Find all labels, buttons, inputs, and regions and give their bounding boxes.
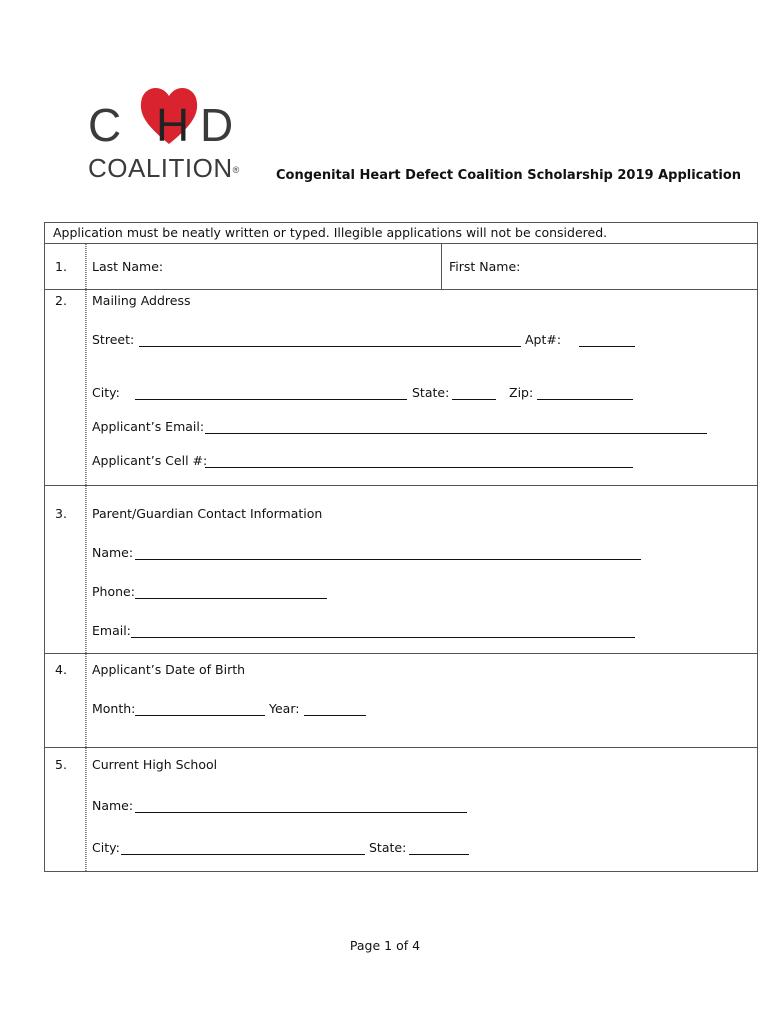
birth-year-label: Year: [269, 701, 300, 716]
page-title: Congenital Heart Defect Coalition Scholarship 2019 Application [276, 168, 742, 183]
logo-word: COALITION [88, 153, 233, 183]
apt-label: Apt#: [525, 332, 562, 347]
chd-coalition-logo [88, 84, 248, 184]
section-2 [45, 289, 757, 486]
section-number: 2. [55, 293, 67, 308]
section-5 [45, 747, 757, 872]
section-4 [45, 653, 757, 748]
section-1 [45, 243, 757, 290]
birth-year-field[interactable] [304, 715, 366, 716]
apt-field[interactable] [579, 346, 635, 347]
name-divider [441, 244, 442, 290]
logo-letter-d: D [200, 99, 234, 151]
section-number: 5. [55, 757, 67, 772]
section-number: 4. [55, 662, 67, 677]
street-label: Street: [92, 332, 135, 347]
first-name-label: First Name: [449, 259, 521, 274]
section-number: 3. [55, 506, 67, 521]
guardian-email-field[interactable] [131, 637, 635, 638]
school-name-field[interactable] [135, 812, 467, 813]
school-city-label: City: [92, 840, 120, 855]
school-state-label: State: [369, 840, 407, 855]
notice-text: Application must be neatly written or typed. Illegible applications will not be considered. [53, 225, 608, 240]
applicant-cell-label: Applicant’s Cell #: [92, 453, 208, 468]
city-label: City: [92, 385, 120, 400]
application-form [44, 222, 758, 872]
applicant-email-field[interactable] [205, 433, 707, 434]
zip-field[interactable] [537, 399, 633, 400]
page-number: Page 1 of 4 [349, 938, 421, 953]
city-field[interactable] [135, 399, 407, 400]
mailing-address-title: Mailing Address [92, 293, 191, 308]
zip-label: Zip: [509, 385, 534, 400]
section-number: 1. [55, 259, 67, 274]
guardian-phone-label: Phone: [92, 584, 135, 599]
guardian-contact-title: Parent/Guardian Contact Information [92, 506, 323, 521]
guardian-name-field[interactable] [135, 559, 641, 560]
school-city-field[interactable] [121, 854, 365, 855]
street-field[interactable] [139, 346, 521, 347]
applicant-cell-field[interactable] [205, 467, 633, 468]
guardian-phone-field[interactable] [135, 598, 327, 599]
logo-letter-h: H [156, 99, 190, 151]
registered-mark: ® [232, 165, 240, 175]
last-name-label: Last Name: [92, 259, 164, 274]
school-name-label: Name: [92, 798, 134, 813]
logo-letter-c: C [88, 99, 122, 151]
guardian-name-label: Name: [92, 545, 134, 560]
guardian-email-label: Email: [92, 623, 131, 638]
date-of-birth-title: Applicant’s Date of Birth [92, 662, 246, 677]
birth-month-field[interactable] [135, 715, 265, 716]
birth-month-label: Month: [92, 701, 136, 716]
section-3 [45, 485, 757, 654]
state-field[interactable] [452, 399, 496, 400]
applicant-email-label: Applicant’s Email: [92, 419, 205, 434]
state-label: State: [412, 385, 450, 400]
logo-wordmark [88, 154, 240, 182]
school-state-field[interactable] [409, 854, 469, 855]
high-school-title: Current High School [92, 757, 218, 772]
